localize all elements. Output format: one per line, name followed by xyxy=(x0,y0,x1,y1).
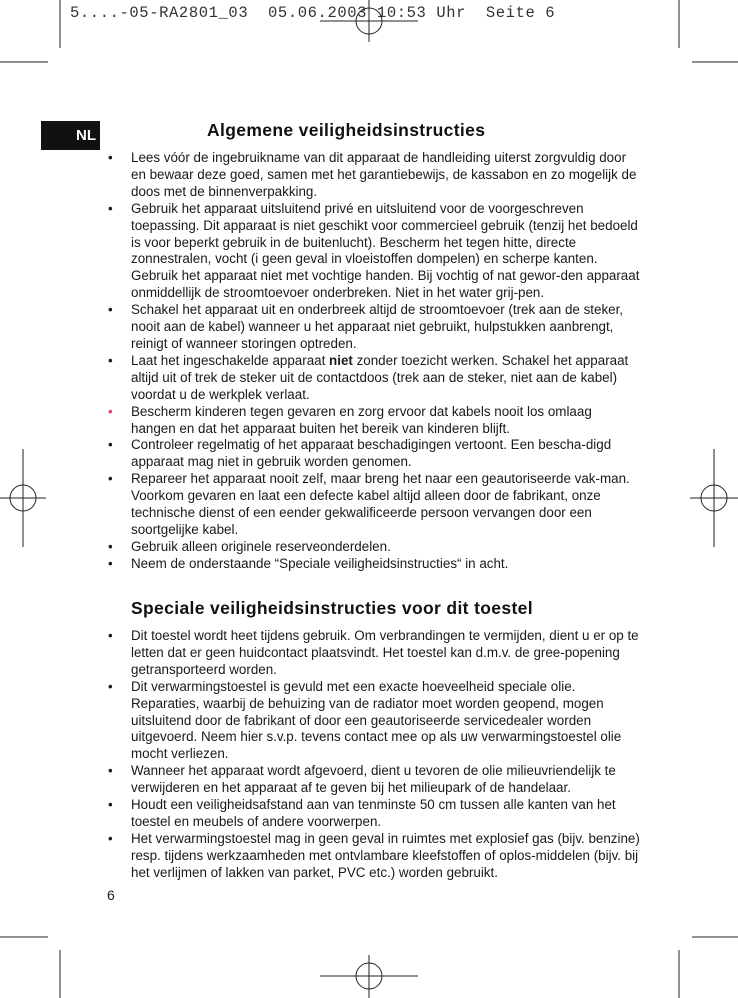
list-item: • Bescherm kinderen tegen gevaren en zorg ervoor dat kabels nooit los omlaag hangen en dat het apparaat buiten het bereik van kinderen blijft. xyxy=(107,404,640,438)
special-instructions-list xyxy=(107,628,640,882)
emphasis-text: niet xyxy=(329,352,353,368)
general-instructions-list xyxy=(107,150,640,573)
list-item: • Gebruik het apparaat uitsluitend privé en uitsluitend voor de voorgeschreven toepassing. Dit apparaat is niet geschikt voor commercieel gebruik (tenzij het bedoeld is voor beperkt gebruik in de buitenlucht). Bescherm het tegen hitte, directe zonnestralen, vocht (i geen geval in vloeistoffen dompelen) en scherpe kanten. Gebruik het apparaat niet met vochtige handen. Bij vochtig of nat gewor-den apparaat onmiddellijk de stroomtoevoer onderbreken. Niet in het water grij-pen. xyxy=(107,201,640,302)
section-title-general: Algemene veiligheidsinstructies xyxy=(207,120,486,140)
registration-mark-top xyxy=(320,0,418,42)
list-item: • Controleer regelmatig of het apparaat beschadigingen vertoont. Een bescha-digd apparaat mag niet in gebruik worden genomen. xyxy=(107,437,640,471)
print-header: 5....-05-RA2801_03 05.06.2003 10:53 Uhr Seite 6 xyxy=(70,4,556,22)
registration-mark-bottom xyxy=(320,955,418,998)
list-item: • Wanneer het apparaat wordt afgevoerd, dient u tevoren de olie milieuvriendelijk te verwijderen en het apparaat af te geven bij het milieupark of de handelaar. xyxy=(107,763,640,797)
list-item: • Gebruik alleen originele reserveonderdelen. xyxy=(107,539,640,556)
list-item: • Dit verwarmingstoestel is gevuld met een exacte hoeveelheid speciale olie. Reparaties, waarbij de behuizing van de radiator moet worden geopend, mogen uitsluitend door de fabrikant of door een geautoriseerde servicedealer worden uitgevoerd. Neem hier s.v.p. tevens contact mee op als uw verwarmingstoestel olie mocht verliezen. xyxy=(107,679,640,764)
list-item: • Repareer het apparaat nooit zelf, maar breng het naar een geautoriseerde vak-man. Voorkom gevaren en laat een defecte kabel altijd alleen door de fabrikant, onze technische dienst of een eender gekwalificeerde persoon vervangen door een soortgelijke kabel. xyxy=(107,471,640,539)
list-item: • Neem de onderstaande “Speciale veiligheidsinstructies“ in acht. xyxy=(107,556,640,573)
page-number: 6 xyxy=(107,887,115,903)
list-item: • Het verwarmingstoestel mag in geen geval in ruimtes met explosief gas (bijv. benzine) resp. tijdens werkzaamheden met ontvlambare kleefstoffen of oplos-middelen (bijv. bij het verlijmen of lakken van parket, PVC etc.) worden gebruikt. xyxy=(107,831,640,882)
list-item: • Lees vóór de ingebruikname van dit apparaat de handleiding uiterst zorgvuldig door en bewaar deze goed, samen met het garantiebewijs, de kassabon en zo mogelijk de doos met de binnenverpakking. xyxy=(107,150,640,201)
list-item: • Schakel het apparaat uit en onderbreek altijd de stroomtoevoer (trek aan de steker, nooit aan de kabel) wanneer u het apparaat niet gebruikt, hulpstukken aanbrengt, reinigt of wanneer storingen optreden. xyxy=(107,302,640,353)
registration-mark-left xyxy=(0,449,46,547)
list-item: • Houdt een veiligheidsafstand aan van tenminste 50 cm tussen alle kanten van het toestel en meubels of andere voorwerpen. xyxy=(107,797,640,831)
list-item: • Laat het ingeschakelde apparaat niet zonder toezicht werken. Schakel het apparaat altijd uit of trek de steker uit de contactdoos (trek aan de steker, niet aan de kabel) voordat u de werkplek verlaat. xyxy=(107,353,640,404)
language-tab: NL xyxy=(41,121,100,150)
list-item: • Dit toestel wordt heet tijdens gebruik. Om verbrandingen te vermijden, dient u er op te letten dat er geen huidcontact plaatsvindt. Het toestel kan d.m.v. de gree-popening getransporteerd worden. xyxy=(107,628,640,679)
registration-mark-right xyxy=(690,449,738,547)
section-title-special: Speciale veiligheidsinstructies voor dit toestel xyxy=(131,598,533,618)
